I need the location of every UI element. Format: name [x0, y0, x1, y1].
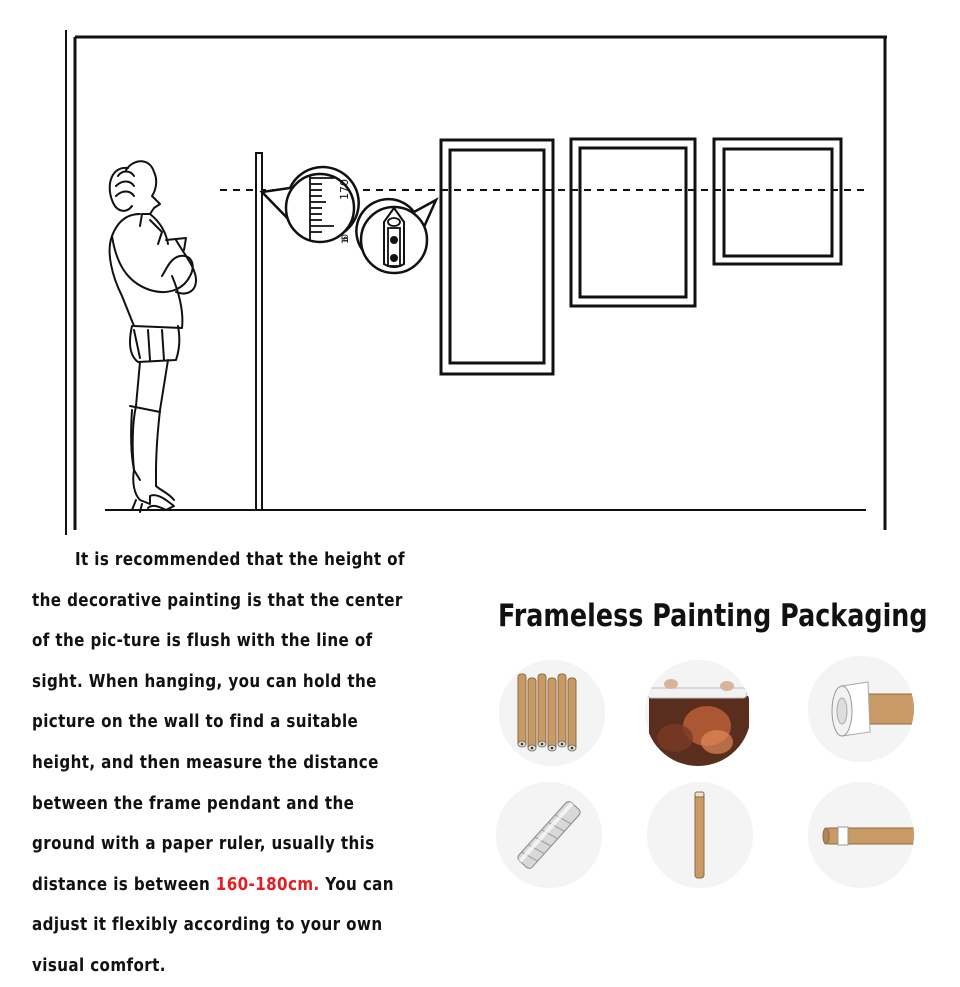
guide-outro: You can adjust it flexibly according to your own visual comfort. [32, 874, 394, 976]
frame-tall [441, 140, 553, 374]
tube-roll-icon [808, 656, 914, 762]
frame-medium [571, 139, 695, 306]
tube-end-icon [808, 782, 914, 888]
guide-intro: It is recommended that the height of the decorative painting is that the center of the pic-ture is flush with the line of sight. When hanging, you can hold the picture on the wall to find a suitable height, and then measure the distance between the frame pendant and the ground with a paper ruler, usually this distance is between [32, 550, 405, 895]
frame-square [714, 139, 841, 264]
hanging-guide-text [32, 540, 417, 987]
ruler-callout [262, 167, 359, 244]
ruler-mark-small: 160 [341, 234, 351, 244]
tubes-bundle-icon [499, 660, 605, 766]
plastic-wrap-icon [496, 782, 602, 888]
single-tube-icon [647, 782, 753, 888]
recommended-height-range: 160-180cm. [215, 874, 320, 895]
measuring-pole [256, 153, 262, 510]
woman-figure [110, 161, 196, 512]
packaging-title: Frameless Painting Packaging [498, 598, 928, 634]
rolled-canvas-icon [645, 660, 751, 766]
ruler-mark: 170 [338, 179, 351, 200]
pendant-callout [356, 199, 436, 273]
